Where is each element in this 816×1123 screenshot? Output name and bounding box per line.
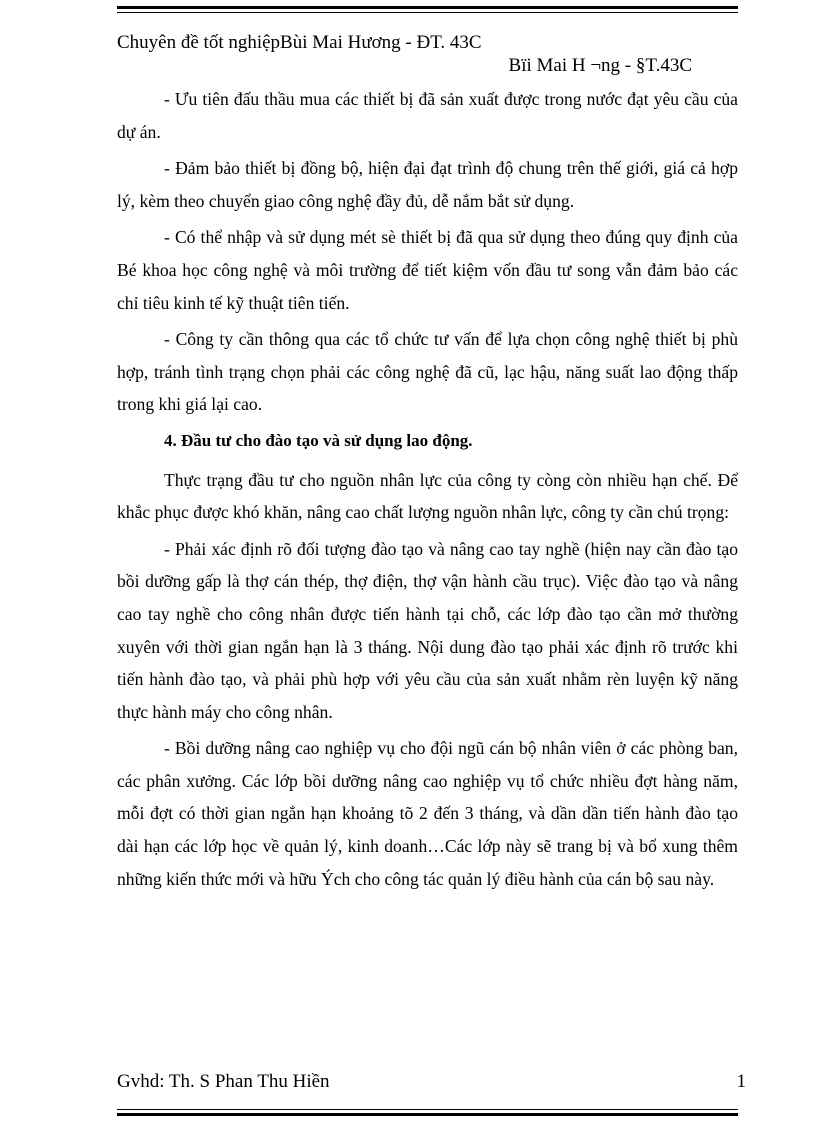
header-title: Chuyên đề tốt nghiệpBùi Mai Hương - ĐT. 43C bbox=[117, 32, 482, 53]
top-rule-thick bbox=[117, 6, 738, 9]
paragraph-used-equipment: - Có thể nhập và sử dụng mét sè thiết bị đã qua sử dụng theo đúng quy định của Bé khoa học công nghệ và môi trường để tiết kiệm vốn đầu tư song vẫn đảm bảo các chỉ tiêu kinh tế kỹ thuật tiên tiến. bbox=[117, 227, 738, 313]
paragraph-domestic-equipment: - Ưu tiên đấu thầu mua các thiết bị đã sản xuất được trong nước đạt yêu cầu của dự án. bbox=[117, 89, 738, 142]
paragraph-training-targets: - Phải xác định rõ đối tượng đào tạo và nâng cao tay nghề (hiện nay cần đào tạo bồi dưỡng gấp là thợ cán thép, thợ điện, thợ vận hành cầu trục). Việc đào tạo và nâng cao tay nghề cho công nhân được tiến hành tại chỗ, các lớp đào tạo cần mở thường xuyên với thời gian ngắn hạn là 3 tháng. Nội dung đào tạo phải xác định rõ trước khi tiến hành đào tạo, và phải phù hợp với yêu cầu của sản xuất nhằm rèn luyện kỹ năng thực hành máy cho công nhân. bbox=[117, 538, 738, 722]
bottom-rule-thick bbox=[117, 1113, 738, 1116]
paragraph-hr-status: Thực trạng đầu tư cho nguồn nhân lực của công ty còng còn nhiều hạn chế. Để khắc phục được khó khăn, nâng cao chất lượng nguồn nhân lực, công ty cần chú trọng: bbox=[117, 469, 738, 523]
section-heading-training: 4. Đầu tư cho đào tạo và sử dụng lao động. bbox=[164, 430, 473, 450]
paragraph-consulting: - Công ty cần thông qua các tổ chức tư vấn để lựa chọn công nghệ thiết bị phù hợp, tránh tình trạng chọn phải các công nghệ đã cũ, lạc hậu, năng suất lao động thấp trong khi giá lại cao. bbox=[117, 329, 738, 415]
page-number: 1 bbox=[736, 1071, 746, 1092]
paragraph-equipment-standards: - Đảm bảo thiết bị đồng bộ, hiện đại đạt trình độ chung trên thế giới, giá cả hợp lý, kèm theo chuyển giao công nghệ đầy đủ, dễ nắm bắt sử dụng. bbox=[117, 158, 738, 211]
document-body bbox=[117, 83, 738, 899]
footer-advisor: Gvhd: Th. S Phan Thu Hiền bbox=[117, 1071, 330, 1092]
paragraph-staff-development: - Bồi dưỡng nâng cao nghiệp vụ cho đội ngũ cán bộ nhân viên ở các phòng ban, các phân xưởng. Các lớp bồi dưỡng nâng cao nghiệp vụ tổ chức nhiều đợt hàng năm, mỗi đợt có thời gian ngắn hạn khoảng tõ 2 đến 3 tháng, và dần dần tiến hành đào tạo dài hạn các lớp học về quản lý, kinh doanh…Các lớp này sẽ trang bị và bổ xung thêm những kiến thức mới và hữu Ých cho công tác quản lý điều hành của cán bộ sau này. bbox=[117, 738, 738, 889]
header-author-garbled: Bïi Mai H ¬ng - §T.43C bbox=[508, 55, 692, 76]
bottom-rule-thin bbox=[117, 1109, 738, 1110]
top-rule-thin bbox=[117, 12, 738, 13]
